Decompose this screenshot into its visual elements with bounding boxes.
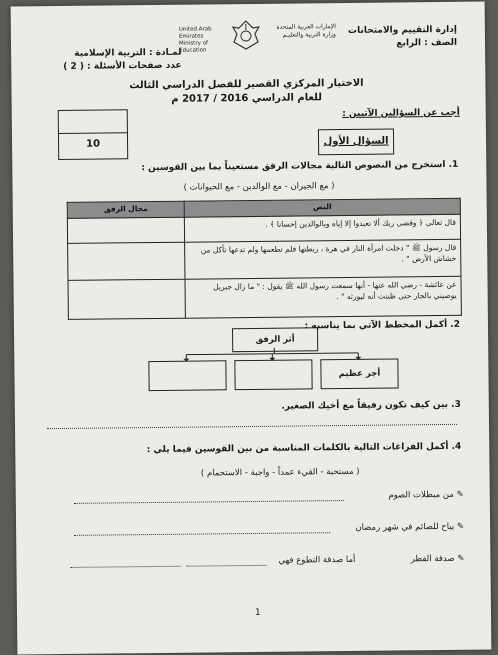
page-number: 1 [254,607,261,618]
q1-label: السؤال الأول [318,128,394,155]
q1-prompt: 1. استخرج من النصوص التالية مجالات الرفق مستعيناً بما بين القوسين : [141,159,459,174]
fill-item-1: ✎ من مبطلات الصوم [388,489,464,501]
instruction: أجب عن السؤالين الآتيين : [342,107,460,120]
fill-blank[interactable] [74,500,344,504]
q4-options: ( مستحبة - القيء عمداً - واجبة - الاستحمام ) [200,466,360,479]
answer-cell[interactable] [67,217,184,243]
q2-prompt: 2. أكمل المخطط الآتي بما يناسبه : [304,319,461,332]
q1-options: ( مع الجيران - مع الوالدين - مع الحيوانات ) [183,181,335,193]
exam-sheet [11,2,492,655]
table-row: عن عائشة - رضي الله عنها - أنها سمعت رسول الله ﷺ يقول : " ما زال جبريل يوصيني بالجار حتى ظننت أنه ليورثه " . [68,276,461,319]
fill-blank[interactable] [70,566,180,568]
q3-answer-line[interactable] [47,424,457,429]
score-value: 10 [86,138,101,150]
pencil-icon: ✎ [454,553,465,564]
fill-blank[interactable] [74,532,330,536]
score-box [58,109,129,160]
fill-item-2: ✎ يباح للصائم في شهر رمضان [355,521,465,533]
diagram-box[interactable] [234,359,312,390]
header-right [348,24,457,51]
table-row: قال رسول ﷺ " دخلت امرأة النار في هرة ، ربطتها فلم تطعمها ولم تدعها تأكل من خشاش الأرض " . [68,239,461,280]
department-name: إدارة التقييم والامتحانات [347,24,457,36]
table-header-field: مجال الرفق [67,201,184,218]
subject-line: لمـادة : التربية الإسلامية [74,47,182,59]
grade-value: الرابع [396,38,422,49]
q1-table [67,198,462,320]
org-name-ar: الإمارات العربية المتحدة وزارة التربية والتعليـم [276,23,336,39]
answer-cell[interactable] [68,279,186,319]
table-header-text: النص [184,198,460,217]
table-row: قال تعالى ﴿ وقضى ربك ألا تعبدوا إلا إياه وبالوالدين إحسانا ﴾ . [67,214,460,243]
diagram-box: أجر عظيم [320,358,398,389]
org-name-en: United Arab Emirates Ministry of Education [178,26,212,54]
pencil-icon: ✎ [454,521,465,532]
grade-line: الصف : الرابع [396,37,458,49]
fill-item-3: ✎ صدقة الفطر [410,553,465,565]
fill-blank[interactable] [186,565,266,567]
q4-prompt: 4. أكمل الفراغات التالية بالكلمات المناسبة من بين القوسين فيما يلي : [146,441,462,456]
fill-item-4: أما صدقة التطوع فهي [278,554,356,566]
answer-cell[interactable] [68,242,186,280]
diagram-box[interactable] [148,360,226,391]
pages-line: عدد صفحات الأسئلة : ( 2 ) [63,60,182,72]
exam-title: الاختبار المركزي القصير للفصل الدراسي الثالث للعام الدراسي 2016 / 2017 م [129,77,364,105]
header-left [63,47,182,74]
pencil-icon: ✎ [453,489,464,500]
q3-prompt: 3. بين كيف تكون رفيقاً مع أخيك الصغير. [281,399,461,412]
diagram-root: أثر الرفق [232,327,318,352]
emblem-icon [229,18,263,52]
